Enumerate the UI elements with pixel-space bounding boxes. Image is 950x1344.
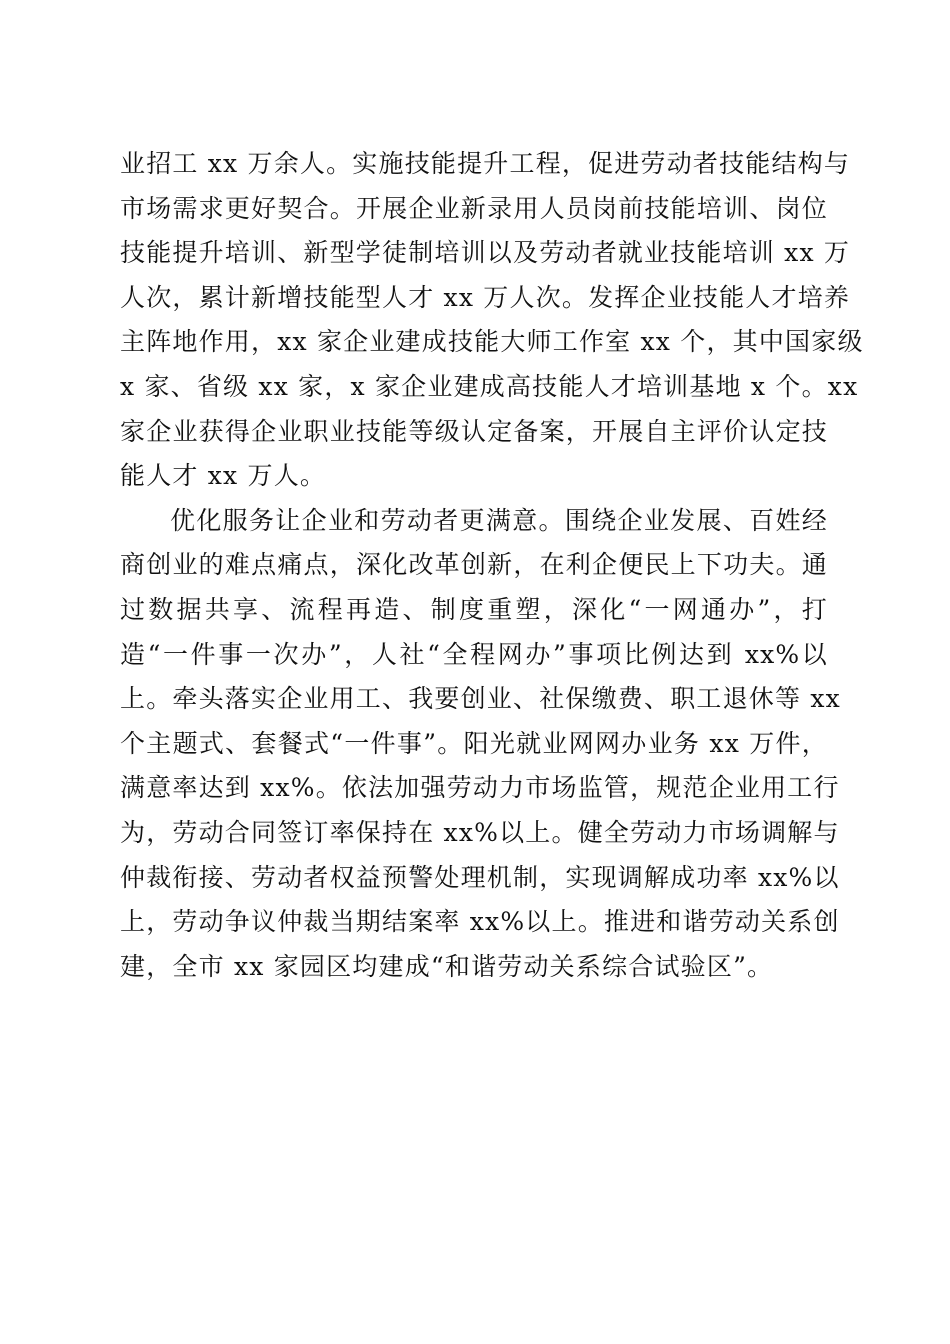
text-line: 商创业的难点痛点，深化改革创新，在利企便民上下功夫。通 [120,550,828,580]
text-line: 过数据共享、流程再造、制度重塑，深化“一网通办”，打 [120,594,828,624]
text-line: 业招工 xx 万余人。实施技能提升工程，促进劳动者技能结构与 [120,149,851,178]
text-line: 满意率达到 xx%。依法加强劳动力市场监管，规范企业用工行 [120,773,840,803]
text-line: 市场需求更好契合。开展企业新录用人员岗前技能培训、岗位 [120,193,828,223]
text-line: 造“一件事一次办”，人社“全程网办”事项比例达到 xx%以 [120,639,828,669]
text-line: 建，全市 xx 家园区均建成“和谐劳动关系综合试验区”。 [120,951,774,981]
text-line: 优化服务让企业和劳动者更满意。围绕企业发展、百姓经 [170,505,828,535]
text-line: 主阵地作用，xx 家企业建成技能大师工作室 xx 个，其中国家级 [120,327,864,357]
paragraph-service-optimization [120,499,841,990]
text-line: 能人才 xx 万人。 [120,461,327,491]
text-line: 为，劳动合同签订率保持在 xx%以上。健全劳动力市场调解与 [120,817,840,847]
text-line: 上。牵头落实企业用工、我要创业、社保缴费、职工退休等 xx [120,684,841,714]
text-line: 仲裁衔接、劳动者权益预警处理机制，实现调解成功率 xx%以 [120,862,840,892]
text-line: 个主题式、套餐式“一件事”。阳光就业网网办业务 xx 万件， [120,728,828,758]
text-line: 技能提升培训、新型学徒制培训以及劳动者就业技能培训 xx 万 [120,238,851,268]
text-line: 上，劳动争议仲裁当期结案率 xx%以上。推进和谐劳动关系创 [120,907,840,937]
document-body [120,142,864,989]
text-line: 人次，累计新增技能型人才 xx 万人次。发挥企业技能人才培养 [120,282,851,312]
text-line: x 家、省级 xx 家，x 家企业建成高技能人才培训基地 x 个。xx [120,371,859,401]
text-line: 家企业获得企业职业技能等级认定备案，开展自主评价认定技 [120,416,828,446]
paragraph-skills-upgrade [120,142,864,499]
